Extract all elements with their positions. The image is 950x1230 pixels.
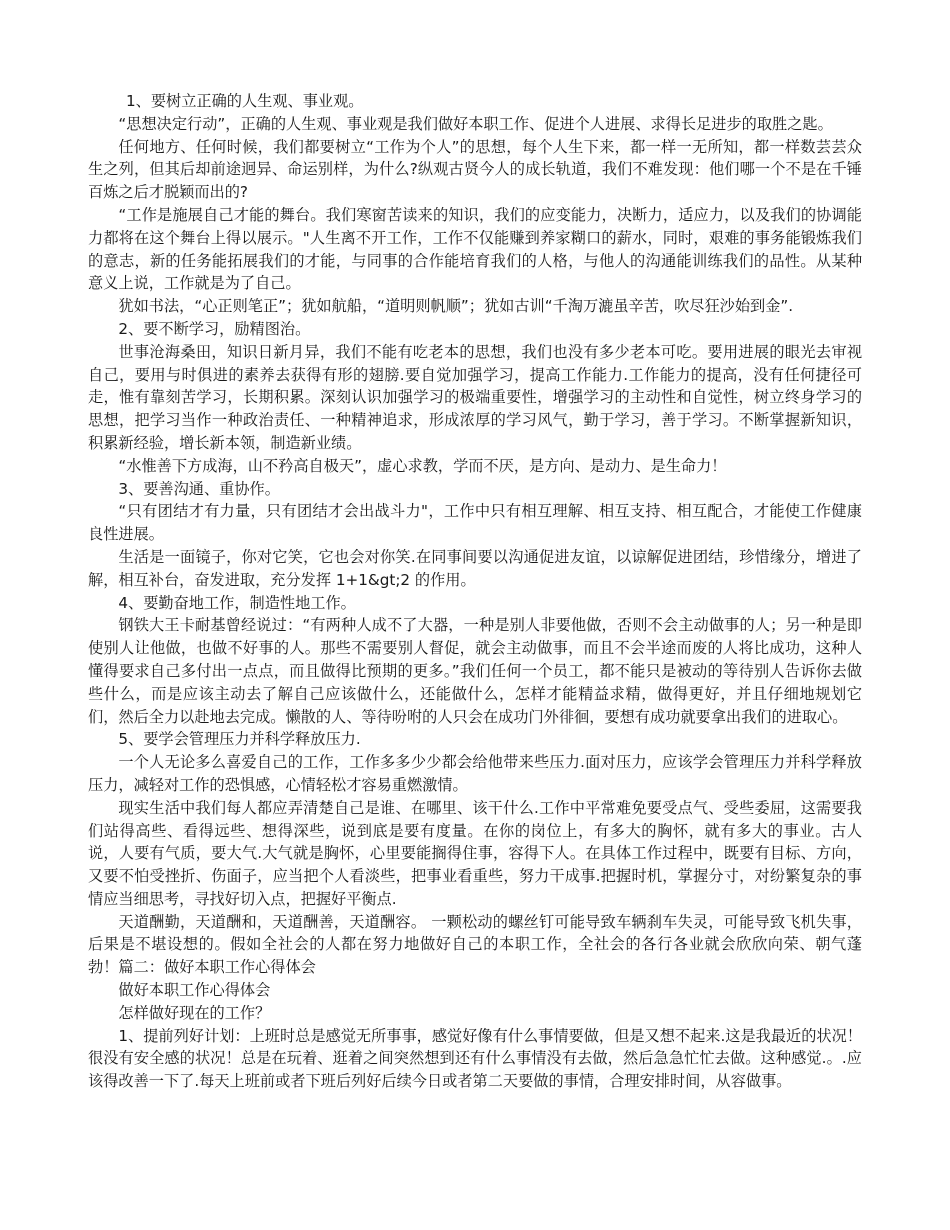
- paragraph: 生活是一面镜子，你对它笑，它也会对你笑.在同事间要以沟通促进友谊，以谅解促进团结，珍惜缘分，增进了解，相互补台，奋发进取，充分发挥 1+1&gt;2 的作用。: [88, 547, 862, 589]
- paragraph: “只有团结才有力量，只有团结才会出战斗力"，工作中只有相互理解、相互支持、相互配合，才能使工作健康良性进展。: [88, 502, 862, 544]
- heading-1: 1、要树立正确的人生观、事业观。: [126, 92, 364, 110]
- heading-3: 3、要善沟通、重协作。: [118, 479, 280, 498]
- section-title: 做好本职工作心得体会: [118, 981, 271, 1000]
- paragraph: 一个人无论多么喜爱自己的工作，工作多多少少都会给他带来些压力.面对压力，应该学会管理压力并科学释放压力，减轻对工作的恐惧感，心情轻松才容易重燃激情。: [88, 753, 862, 794]
- heading-2: 2、要不断学习，励精图治。: [118, 319, 311, 338]
- question-line: 怎样做好现在的工作？: [118, 1003, 271, 1022]
- paragraph: 现实生活中我们每人都应弄清楚自己是谁、在哪里、该干什么.工作中平常难免要受点气、受些委屈，这需要我们站得高些、看得远些、想得深些，说到底是要有度量。在你的岗位上，有多大的胸怀，就有多大的事业。古人说，人要有气质，要大气.大气就是胸怀，心里要能搁得住事，容得下人。在具体工作过程中，既要有目标、方向，又要不怕受挫折、伤面子，应当把个人看淡些，把事业看重些，努力干成事.把握时机，掌握分寸，对纷繁复杂的事情应当细思考，寻找好切入点，把握好平衡点.: [88, 798, 862, 908]
- paragraph: 1、提前列好计划：上班时总是感觉无所事事，感觉好像有什么事情要做，但是又想不起来.这是我最近的状况！很没有安全感的状况！总是在玩着、逛着之间突然想到还有什么事情没有去做，然后急急忙忙去做。这种感觉.。.应该得改善一下了.每天上班前或者下班后列好后续今日或者第二天要做的事情，合理安排时间，从容做事。: [88, 1026, 862, 1091]
- paragraph: 钢铁大王卡耐基曾经说过：“有两种人成不了大器，一种是别人非要他做，否则不会主动做事的人；另一种是即使别人让他做，也做不好事的人。那些不需要别人督促，就会主动做事，而且不会半途而废的人将比成功，这种人懂得要求自己多付出一点点，而且做得比预期的更多。”我们任何一个员工，都不能只是被动的等待别人告诉你去做些什么，而是应该主动去了解自己应该做什么，还能做什么，怎样才能精益求精，做得更好，并且仔细地规划它们，然后全力以赴地去完成。懒散的人、等待吩咐的人只会在成功门外徘徊，要想有成功就要拿出我们的进取心。: [88, 616, 862, 726]
- heading-4: 4、要勤奋地工作，制造性地工作。: [118, 593, 356, 612]
- paragraph: 世事沧海桑田，知识日新月异，我们不能有吃老本的思想，我们也没有多少老本可吃。要用进展的眼光去审视自己，要用与时俱进的素养去获得有形的翅膀.要自觉加强学习，提高工作能力.工作能力的提高，没有任何捷径可走，惟有靠刻苦学习，长期积累。深刻认识加强学习的极端重要性，增强学习的主动性和自觉性，树立终身学习的思想，把学习当作一种政治责任、一种精神追求，形成浓厚的学习风气，勤于学习，善于学习。不断掌握新知识，积累新经验，增长新本领，制造新业绩。: [88, 342, 862, 452]
- heading-5: 5、要学会管理压力并科学释放压力.: [118, 730, 361, 749]
- paragraph: “工作是施展自己才能的舞台。我们寒窗苦读来的知识，我们的应变能力，决断力，适应力，以及我们的协调能力都将在这个舞台上得以展示。"人生离不开工作，工作不仅能赚到养家糊口的薪水，同时，艰难的事务能锻炼我们的意志，新的任务能拓展我们的才能，与同事的合作能培育我们的人格，与他人的沟通能训练我们的品性。从某种意义上说，工作就是为了自己。: [88, 205, 862, 293]
- paragraph: 天道酬勤，天道酬和，天道酬善，天道酬容。 一颗松动的螺丝钉可能导致车辆刹车失灵，可能导致飞机失事，后果是不堪设想的。假如全社会的人都在努力地做好自己的本职工作，全社会的各行各业就会欣欣向荣、朝气蓬勃！篇二：做好本职工作心得体会: [88, 912, 862, 977]
- paragraph: “思想决定行动”，正确的人生观、事业观是我们做好本职工作、促进个人进展、求得长足进步的取胜之匙。: [118, 114, 833, 133]
- paragraph: 犹如书法，“心正则笔正”；犹如航船，“道明则帆顺”；犹如古训“千淘万漉虽辛苦，吹尽狂沙始到金”.: [118, 297, 794, 316]
- paragraph: “水惟善下方成海，山不矜高自极天”，虚心求教，学而不厌，是方向、是动力、是生命力！: [118, 456, 727, 475]
- paragraph: 任何地方、任何时候，我们都要树立“工作为个人”的思想，每个人生下来，都一样一无所知，都一样数芸芸众生之列，但其后却前途迥异、命运别样，为什么?纵观古贤今人的成长轨道，我们不难发现：他们哪一个不是在千锤百炼之后才脱颖而出的?: [88, 137, 862, 202]
- document-body: [88, 90, 862, 1093]
